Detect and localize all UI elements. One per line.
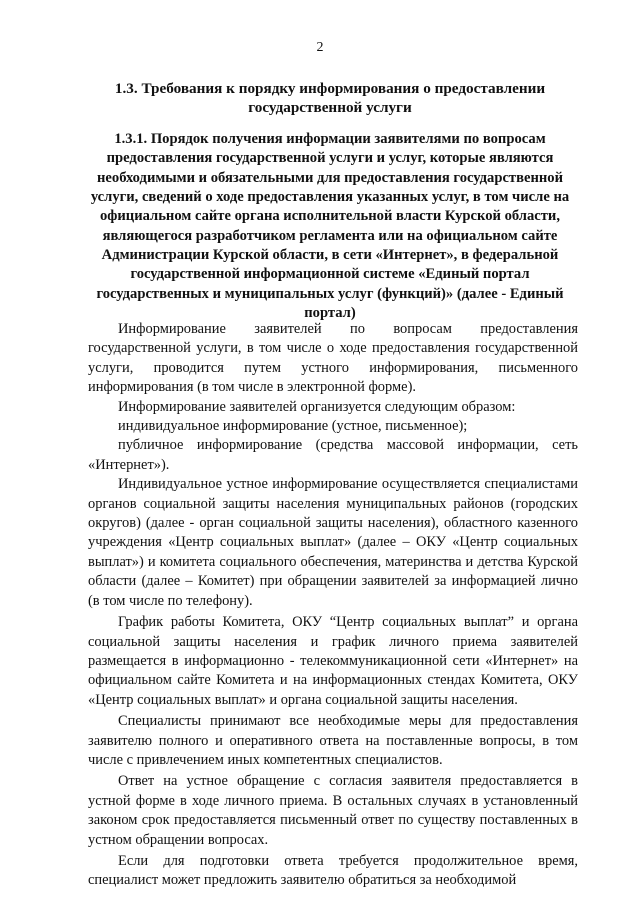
paragraph: Специалисты принимают все необходимые меры для предоставления заявителю полного и оперативного ответа на поставленные вопросы, в том числе с привлечением иных компетентных специалистов. — [88, 713, 578, 768]
paragraph: График работы Комитета, ОКУ “Центр социальных выплат” и органа социальной защиты населения и график личного приема заявителей размещается в информационно - телекоммуникационной сети «Интернет» на официальном сайте Комитета и на информационных стендах Комитета, ОКУ «Центр социальных выплат» и органа социальной защиты населения. — [88, 614, 578, 708]
paragraph: Информирование заявителей организуется следующим образом: — [118, 398, 516, 415]
document-body — [88, 320, 578, 891]
paragraph: Если для подготовки ответа требуется продолжительное время, специалист может предложить заявителю обратиться за необходимой — [88, 852, 578, 889]
paragraph: Информирование заявителей по вопросам предоставления государственной услуги, в том числе о ходе предоставления государственной услуги, проводится путем устного информирования, письменного информирования (в том числе в электронной форме). — [88, 321, 578, 396]
page-number: 2 — [316, 40, 324, 55]
paragraph: Индивидуальное устное информирование осуществляется специалистами органов социальной защиты населения муниципальных районов (городских округов) (далее - орган социальной защиты населения), областного казенного учреждения «Центр социальных выплат» (далее – ОКУ «Центр социальных выплат») и комитета социального обеспечения, материнства и детства Курской области (далее – Комитет) при обращении заявителей за информацией лично (в том числе по телефону). — [88, 476, 578, 609]
paragraph: индивидуальное информирование (устное, письменное); — [118, 418, 468, 435]
paragraph: Ответ на устное обращение с согласия заявителя предоставляется в устной форме в ходе личного приема. В остальных случаях в установленный законом срок предоставляется письменный ответ по существу поставленных в устном обращении вопросах. — [88, 773, 578, 848]
section-heading: 1.3. Требования к порядку информирования о предоставлении государственной услуги — [114, 80, 546, 116]
paragraph: публичное информирование (средства массовой информации, сеть «Интернет»). — [88, 437, 578, 473]
subsection-heading: 1.3.1. Порядок получения информации заявителями по вопросам предоставления государственной услуги и услуг, которые являются необходимыми и обязательными для предоставления государственной услуги, сведений о ходе предоставления указанных услуг, в том числе на официальном сайте органа исполнительной власти Курской области, являющегося разработчиком регламента или на официальном сайте Администрации Курской области, в сети «Интернет», в федеральной государственной информационной системе «Единый портал государственных и муниципальных услуг (функций)» (далее - Единый портал) — [90, 131, 570, 322]
